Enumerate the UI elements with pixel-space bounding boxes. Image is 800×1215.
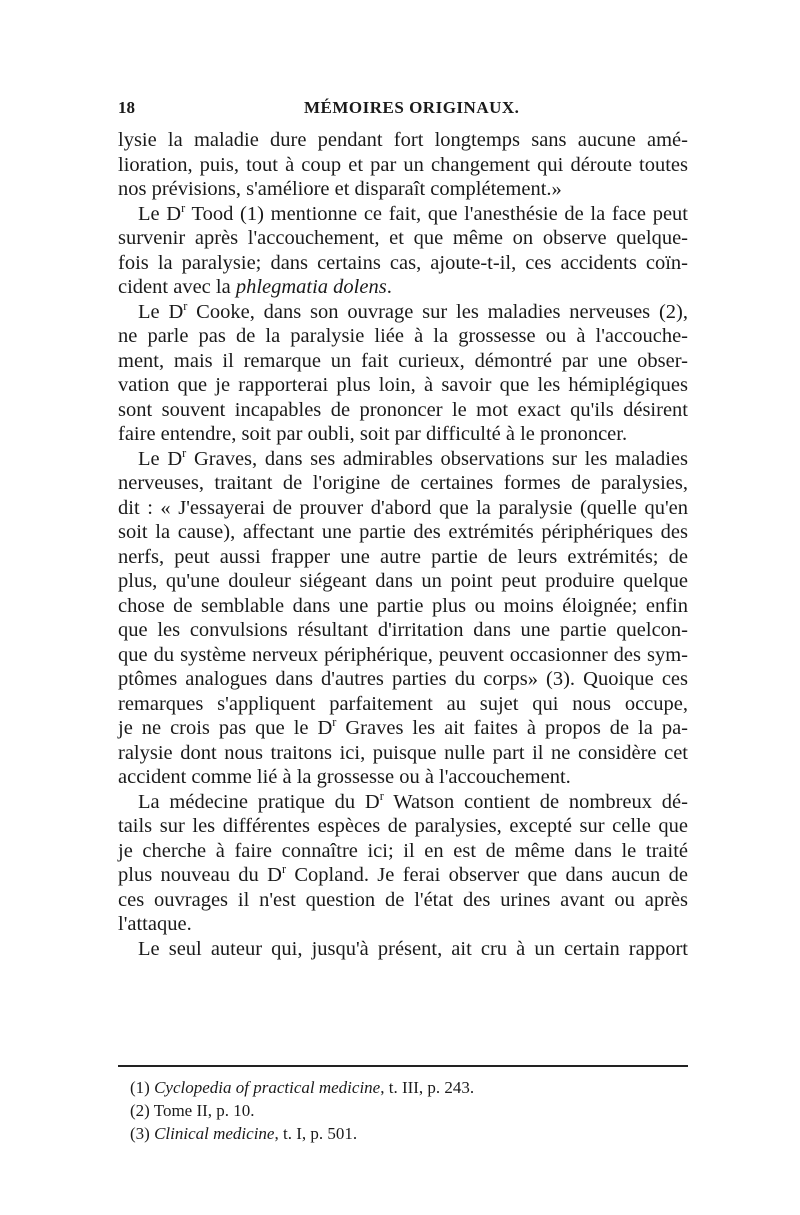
text-line [138,300,688,324]
footnote-number: (1) [130,1078,155,1097]
text-line [118,251,688,275]
text-run: Graves les ait faites à propos de la pa- [336,717,688,739]
superscript: r [332,715,337,730]
superscript: r [182,445,187,460]
text-run: ne parle pas de la paralysie liée à la grossesse ou à l'accouche- [118,325,688,347]
text-line [118,569,688,593]
footnote-rule [118,1065,688,1067]
text-line [138,202,688,226]
text-line [118,716,688,740]
text-line [118,128,688,152]
text-run: lysie la maladie dure pendant fort longtemps sans aucune amé- [118,129,688,151]
text-line [118,398,688,422]
text-run: vation que je rapporterai plus loin, à savoir que les hémiplégiques [118,374,688,396]
text-run: chose de semblable dans une partie plus ou moins éloignée; enfin [118,594,688,617]
text-line [118,177,688,201]
text-line [118,839,688,863]
text-run: phlegmatia dolens [235,276,387,298]
text-run: Watson contient de nombreux dé- [383,790,688,813]
text-run: je cherche à faire connaître ici; il en est de même dans le traité [118,839,688,862]
text-line [118,692,688,716]
text-line [118,153,688,177]
text-run: cident avec la [118,276,236,298]
text-line [118,226,688,250]
text-line [118,496,688,520]
text-line [118,349,688,373]
text-run: soit la cause), affectant une partie des extrémités périphériques des [118,521,688,543]
text-run: nerfs, peut aussi frapper une autre partie de leurs extrémités; de [118,545,688,568]
text-run: ment, mais il remarque un fait curieux, démontré par une obser- [118,349,688,372]
text-line [138,447,688,471]
text-line [118,618,688,642]
footnote-text: Clinical medicine [154,1124,275,1143]
text-run: ptômes analogues dans d'autres parties du corps» (3). Quoique ces [118,668,688,690]
text-run: Graves, dans ses admirables observations sur les maladies [186,447,688,470]
text-run: Cooke, dans son ouvrage sur les maladies nerveuses (2), [187,300,688,323]
text-line [118,520,688,544]
text-run: faire entendre, soit par oubli, soit par difficulté à le prononcer. [118,423,628,445]
text-line [118,741,688,765]
running-title: MÉMOIRES ORIGINAUX. [304,98,520,117]
text-run: ralysie dont nous traitons ici, puisque nulle part il ne considère cet [118,741,688,764]
footnote-text: Cyclopedia of practical medicine [154,1078,381,1097]
text-run: Tood (1) mentionne ce fait, que l'anesthésie de la face peut [185,202,688,225]
text-line [118,888,688,912]
text-run: Le D [138,300,184,323]
text-run: La médecine pratique du D [138,790,380,813]
text-run: fois la paralysie; dans certains cas, ajoute-t-il, ces accidents coïn- [118,251,688,274]
footnote-number: (3) [130,1124,155,1143]
text-line [118,765,688,789]
text-run: dit : « J'essayerai de prouver d'abord que la paralysie (quelle qu'en [118,496,688,519]
text-run: nos prévisions, s'améliore et disparaît complétement.» [118,178,562,200]
text-run: que les convulsions résultant d'irritation dans une partie quelcon- [118,619,688,641]
text-run: l'attaque. [118,913,192,935]
text-line [118,643,688,667]
text-run: Le D [138,202,182,225]
text-run: plus, qu'une douleur siégeant dans un point peut produire quelque [118,570,688,592]
text-line [118,373,688,397]
page-header [118,98,688,122]
text-run: sont souvent incapables de prononcer le mot exact qu'ils désirent [118,398,688,421]
footnote [130,1078,474,1098]
text-line [118,667,688,691]
text-run: nerveuses, traitant de l'origine de certaines formes de paralysies, [118,472,688,494]
text-run: je ne crois pas que le D [118,717,333,739]
text-line [118,814,688,838]
text-line [118,422,688,446]
text-line [138,937,688,961]
text-line [118,324,688,348]
footnote-text: , t. III, p. 243. [380,1078,475,1097]
text-run: Le seul auteur qui, jusqu'à présent, ait cru à un certain rapport [138,937,688,960]
footnote [130,1124,357,1144]
text-line [118,275,688,299]
footnote-number: (2) [130,1101,154,1120]
superscript: r [379,788,384,803]
text-run: tails sur les différentes espèces de paralysies, excepté sur celle que [118,815,688,837]
superscript: r [281,862,287,877]
superscript: r [181,200,186,215]
page-number: 18 [118,98,135,117]
text-line [118,594,688,618]
text-run: ces ouvrages il n'est question de l'état des urines avant ou après [118,888,688,911]
footnote-text: Tome II, p. 10. [153,1101,255,1120]
text-run: Le D [138,447,183,470]
text-run: que du système nerveux périphérique, peuvent occasionner des sym- [118,643,688,666]
superscript: r [183,298,188,313]
text-run: . [386,276,392,298]
footnote [130,1101,255,1121]
text-line [118,545,688,569]
footnote-text: , t. I, p. 501. [274,1124,358,1143]
text-run: lioration, puis, tout à coup et par un changement qui déroute toutes [118,153,688,176]
text-run: plus nouveau du D [118,864,282,886]
text-line [138,790,688,814]
text-line [118,471,688,495]
text-run: Copland. Je ferai observer que dans aucun de [286,864,688,886]
text-run: remarques s'appliquent parfaitement au sujet qui nous occupe, [118,692,688,715]
text-run: survenir après l'accouchement, et que même on observe quelque- [118,227,688,249]
text-line [118,912,688,936]
text-run: accident comme lié à la grossesse ou à l'accouchement. [118,766,571,788]
text-line [118,863,688,887]
